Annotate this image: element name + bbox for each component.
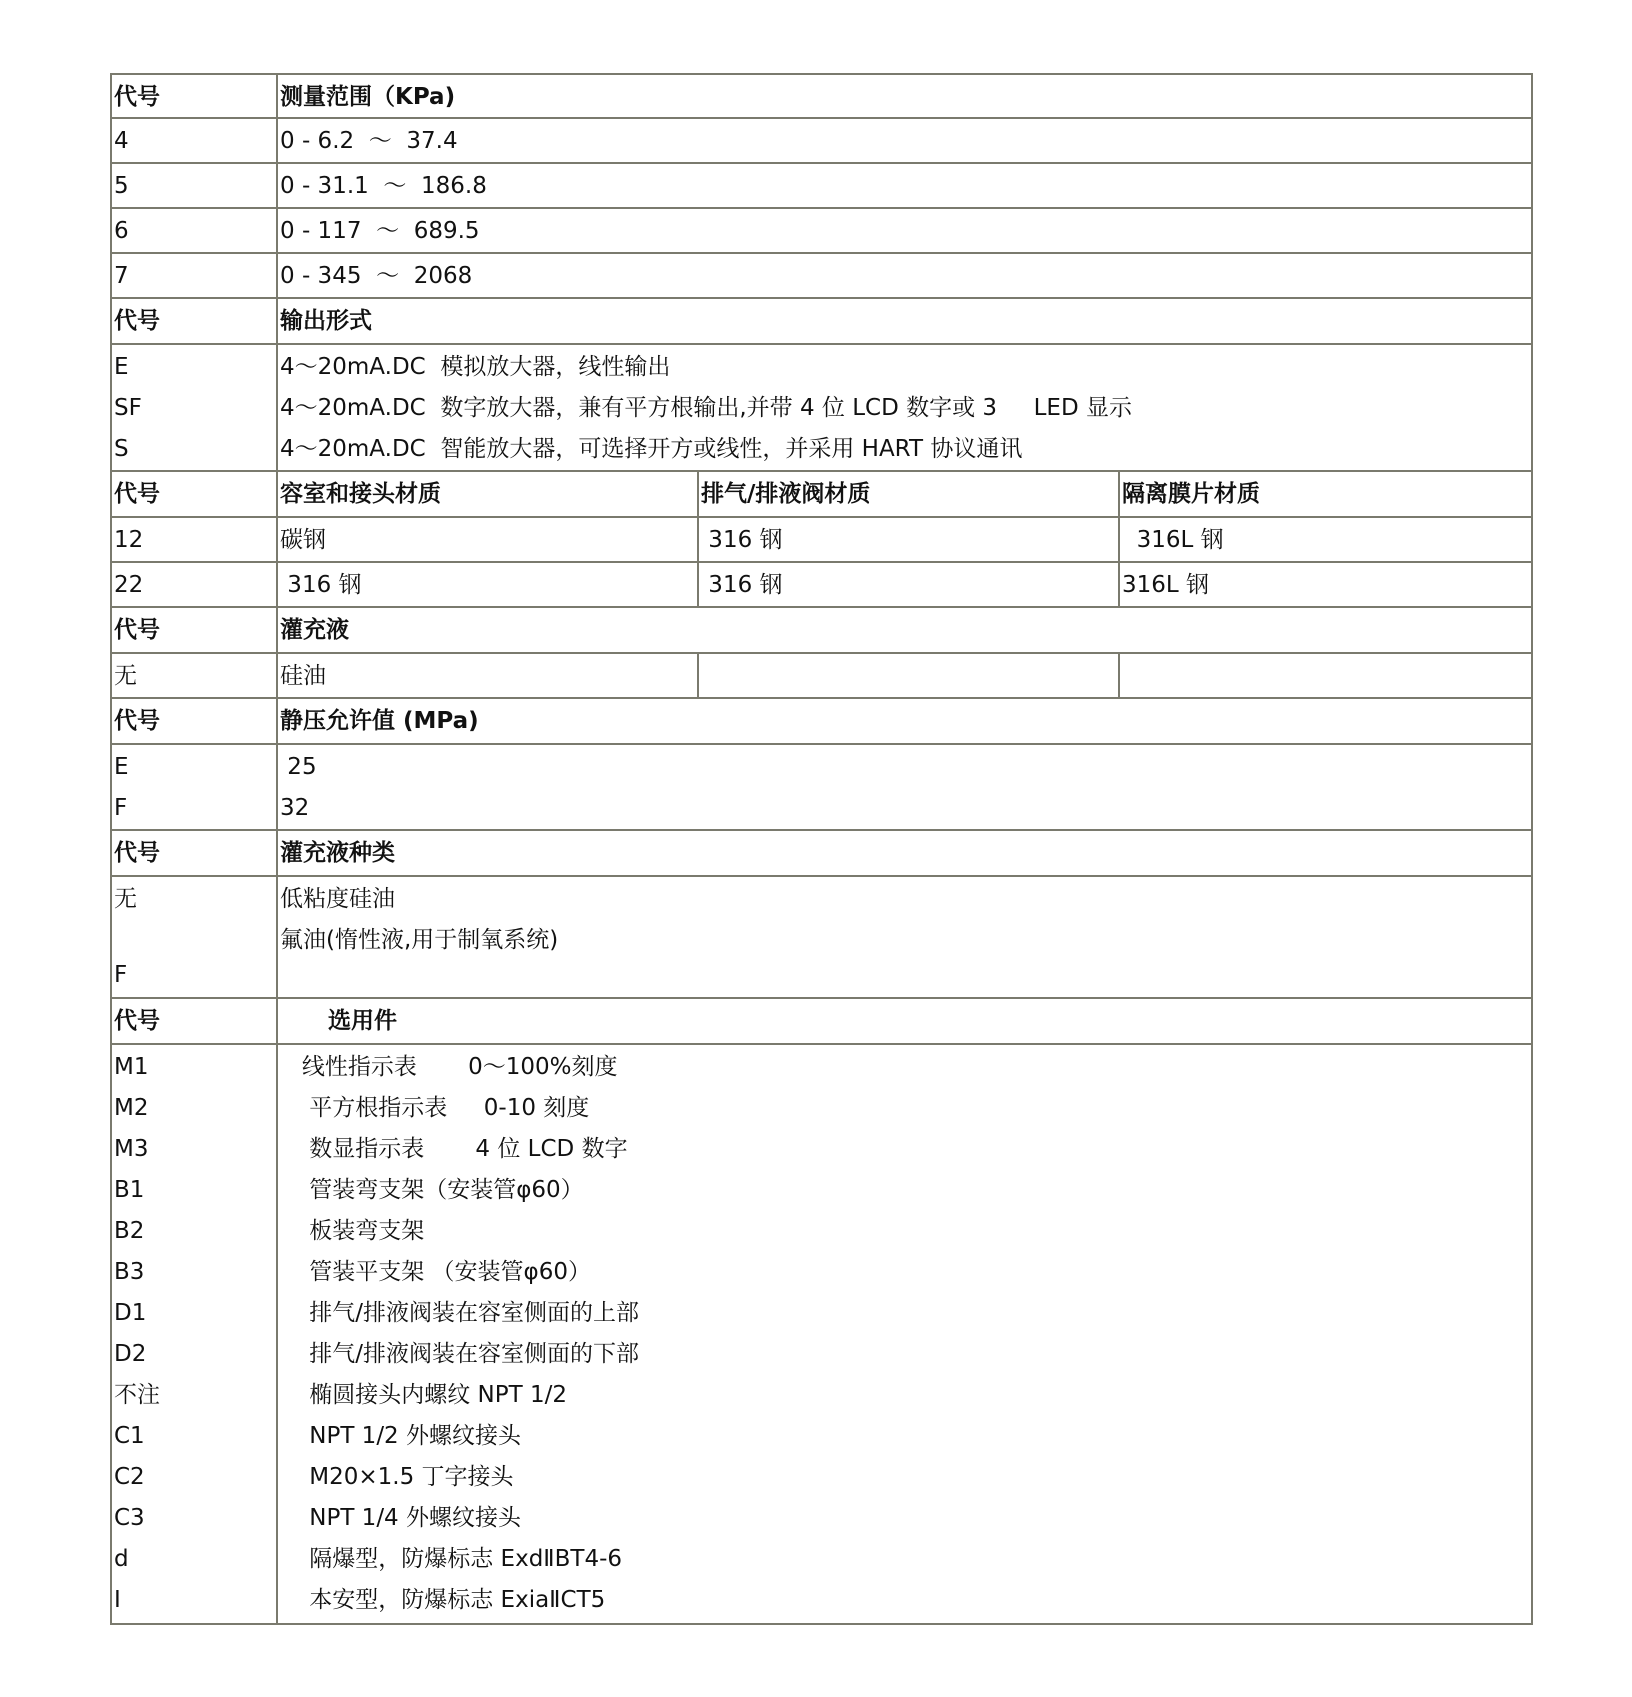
output-desc: 4～20mA.DC 模拟放大器，线性输出: [280, 354, 671, 380]
header-code: 代号: [114, 840, 160, 866]
option-desc: 数显指示表 4 位 LCD 数字: [280, 1136, 628, 1162]
fill-fluid: 硅油: [280, 663, 326, 689]
code: E: [114, 754, 129, 780]
code: 5: [114, 173, 129, 199]
output-desc: 4～20mA.DC 智能放大器，可选择开方或线性，并采用 HART 协议通讯: [280, 436, 1023, 462]
code: E: [114, 354, 129, 380]
option-code: M1: [114, 1054, 149, 1080]
code: F: [114, 962, 128, 988]
pressure-value: 25: [280, 754, 317, 780]
table-row: [110, 518, 1533, 563]
fluid-type: 低粘度硅油: [280, 886, 395, 912]
option-desc: 本安型，防爆标志 ExiaⅡCT5: [280, 1587, 606, 1613]
output-desc: 4～20mA.DC 数字放大器，兼有平方根输出,并带 4 位 LCD 数字或 3 LED 显示: [280, 395, 1132, 421]
option-code: D1: [114, 1300, 147, 1326]
option-code: 不注: [114, 1382, 160, 1408]
header-code: 代号: [114, 1008, 160, 1034]
code: 7: [114, 263, 129, 289]
option-code: C3: [114, 1505, 145, 1531]
option-desc: 椭圆接头内螺纹 NPT 1/2: [280, 1382, 568, 1408]
header-options: 选用件: [280, 1008, 398, 1034]
code: 无: [114, 886, 137, 912]
option-desc: 板装弯支架: [280, 1218, 425, 1244]
chamber-material: 316 钢: [280, 572, 362, 598]
header-code: 代号: [114, 708, 160, 734]
header-fill-fluid: 灌充液: [280, 617, 349, 643]
option-code: D2: [114, 1341, 147, 1367]
option-code: M3: [114, 1136, 149, 1162]
option-desc: 隔爆型，防爆标志 ExdⅡBT4-6: [280, 1546, 623, 1572]
option-desc: 管装弯支架（安装管φ60）: [280, 1177, 584, 1203]
valve-material: 316 钢: [701, 572, 783, 598]
option-desc: 线性指示表 0～100%刻度: [280, 1054, 618, 1080]
header-code: 代号: [114, 308, 160, 334]
header-code: 代号: [114, 481, 160, 507]
option-desc: 管装平支架 （安装管φ60）: [280, 1259, 591, 1285]
diaphragm-material: 316L 钢: [1122, 572, 1210, 598]
table-row: [110, 877, 1533, 999]
header-fill-fluid-type: 灌充液种类: [280, 840, 395, 866]
option-code: d: [114, 1546, 129, 1572]
diaphragm-material: 316L 钢: [1122, 527, 1224, 553]
header-code: 代号: [114, 84, 160, 110]
option-code: B3: [114, 1259, 145, 1285]
table-header-row: [110, 831, 1533, 877]
code: 4: [114, 128, 129, 154]
spec-table: [110, 73, 1533, 1625]
option-code: C1: [114, 1423, 145, 1449]
table-row: [110, 345, 1533, 472]
header-diaphragm-material: 隔离膜片材质: [1122, 481, 1260, 507]
chamber-material: 碳钢: [280, 527, 326, 553]
code: S: [114, 436, 129, 462]
table-header-row: [110, 699, 1533, 745]
code: 22: [114, 572, 144, 598]
header-output-type: 输出形式: [280, 308, 372, 334]
range-value: 0 - 31.1 ～ 186.8: [280, 173, 487, 199]
range-value: 0 - 6.2 ～ 37.4: [280, 128, 458, 154]
table-row: [110, 654, 1533, 699]
table-header-row: [110, 73, 1533, 119]
fluid-type: 氟油(惰性液,用于制氧系统): [280, 927, 559, 953]
code: 6: [114, 218, 129, 244]
option-desc: M20×1.5 丁字接头: [280, 1464, 514, 1490]
pressure-value: 32: [280, 795, 310, 821]
options-row: [110, 1045, 1533, 1625]
code: F: [114, 795, 128, 821]
option-desc: NPT 1/2 外螺纹接头: [280, 1423, 522, 1449]
option-code: I: [114, 1587, 121, 1613]
table-row: [110, 254, 1533, 299]
option-code: B1: [114, 1177, 145, 1203]
table-row: [110, 745, 1533, 831]
range-value: 0 - 345 ～ 2068: [280, 263, 473, 289]
table-header-row: [110, 608, 1533, 654]
option-code: C2: [114, 1464, 145, 1490]
header-chamber-material: 容室和接头材质: [280, 481, 441, 507]
header-code: 代号: [114, 617, 160, 643]
header-static-pressure: 静压允许值 (MPa): [280, 708, 479, 734]
table-row: [110, 209, 1533, 254]
table-header-row: [110, 999, 1533, 1045]
valve-material: 316 钢: [701, 527, 783, 553]
option-desc: NPT 1/4 外螺纹接头: [280, 1505, 522, 1531]
table-row: [110, 119, 1533, 164]
table-header-row: [110, 299, 1533, 345]
code: SF: [114, 395, 142, 421]
header-valve-material: 排气/排液阀材质: [701, 481, 871, 507]
option-code: M2: [114, 1095, 149, 1121]
option-code: B2: [114, 1218, 145, 1244]
code: 无: [114, 663, 137, 689]
option-desc: 排气/排液阀装在容室侧面的上部: [280, 1300, 639, 1326]
code: 12: [114, 527, 144, 553]
option-desc: 平方根指示表 0-10 刻度: [280, 1095, 590, 1121]
table-row: [110, 164, 1533, 209]
table-header-row: [110, 472, 1533, 518]
option-desc: 排气/排液阀装在容室侧面的下部: [280, 1341, 639, 1367]
table-row: [110, 563, 1533, 608]
range-value: 0 - 117 ～ 689.5: [280, 218, 480, 244]
header-measure-range: 测量范围（KPa): [280, 84, 456, 110]
